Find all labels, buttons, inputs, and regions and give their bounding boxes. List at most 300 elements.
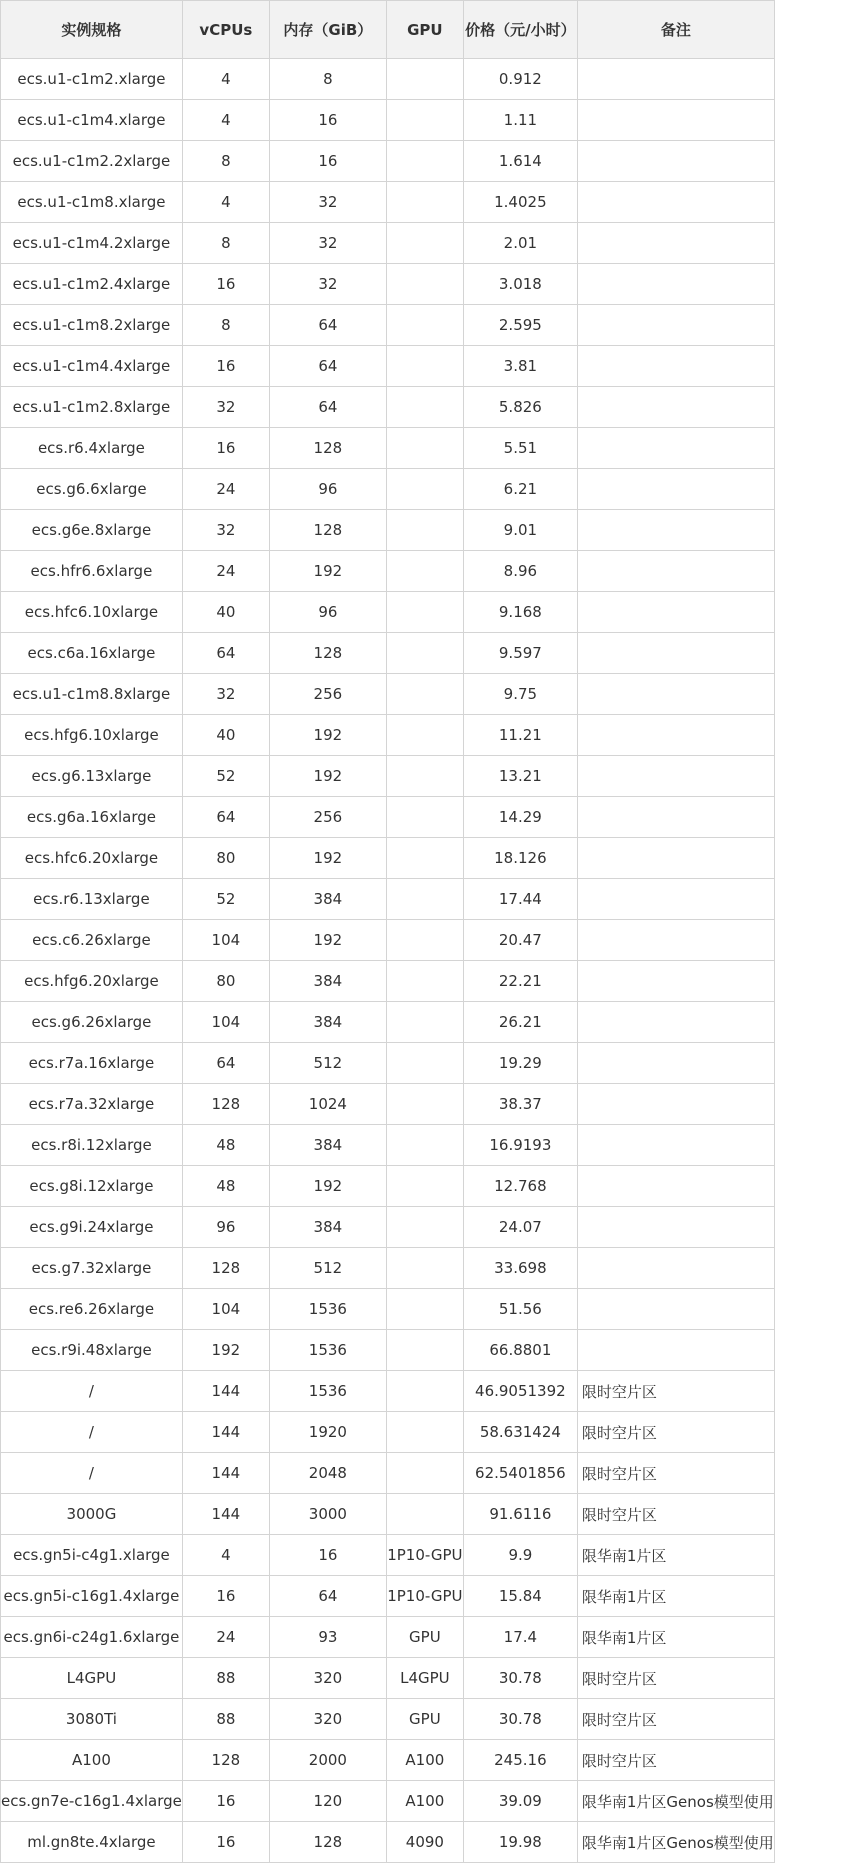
cell-price: 1.11: [463, 100, 577, 141]
cell-gpu: [386, 264, 463, 305]
cell-vcpus: 16: [182, 428, 269, 469]
cell-remarks: 限时空片区: [577, 1494, 774, 1535]
cell-gpu: [386, 797, 463, 838]
cell-remarks: [577, 1166, 774, 1207]
cell-remarks: 限华南1片区Genos模型使用: [577, 1822, 774, 1863]
table-row: [1, 961, 775, 1002]
table-row: [1, 1002, 775, 1043]
cell-price: 18.126: [463, 838, 577, 879]
cell-gpu: [386, 1043, 463, 1084]
table-row: [1, 1453, 775, 1494]
cell-instance-spec: ecs.r7a.32xlarge: [1, 1084, 183, 1125]
cell-vcpus: 8: [182, 223, 269, 264]
cell-instance-spec: ecs.u1-c1m4.4xlarge: [1, 346, 183, 387]
cell-gpu: [386, 756, 463, 797]
cell-vcpus: 128: [182, 1248, 269, 1289]
table-row: [1, 920, 775, 961]
cell-vcpus: 16: [182, 1781, 269, 1822]
cell-instance-spec: 3000G: [1, 1494, 183, 1535]
cell-vcpus: 4: [182, 100, 269, 141]
cell-price: 5.51: [463, 428, 577, 469]
cell-gpu: [386, 920, 463, 961]
cell-price: 39.09: [463, 1781, 577, 1822]
table-row: [1, 1822, 775, 1863]
cell-price: 19.98: [463, 1822, 577, 1863]
cell-remarks: 限时空片区: [577, 1658, 774, 1699]
cell-remarks: [577, 264, 774, 305]
cell-instance-spec: ecs.u1-c1m2.xlarge: [1, 59, 183, 100]
cell-memory: 32: [269, 182, 386, 223]
cell-vcpus: 52: [182, 756, 269, 797]
cell-gpu: [386, 879, 463, 920]
cell-memory: 384: [269, 1207, 386, 1248]
table-row: [1, 1330, 775, 1371]
table-row: [1, 879, 775, 920]
cell-vcpus: 24: [182, 551, 269, 592]
cell-vcpus: 64: [182, 797, 269, 838]
cell-instance-spec: ecs.r6.13xlarge: [1, 879, 183, 920]
cell-gpu: A100: [386, 1781, 463, 1822]
cell-vcpus: 8: [182, 305, 269, 346]
cell-gpu: [386, 1371, 463, 1412]
cell-vcpus: 104: [182, 920, 269, 961]
cell-price: 1.4025: [463, 182, 577, 223]
cell-gpu: GPU: [386, 1699, 463, 1740]
table-row: [1, 674, 775, 715]
cell-memory: 16: [269, 1535, 386, 1576]
cell-vcpus: 144: [182, 1453, 269, 1494]
cell-vcpus: 104: [182, 1002, 269, 1043]
cell-price: 22.21: [463, 961, 577, 1002]
cell-memory: 64: [269, 305, 386, 346]
cell-remarks: [577, 223, 774, 264]
cell-remarks: 限华南1片区: [577, 1617, 774, 1658]
cell-memory: 192: [269, 551, 386, 592]
table-row: [1, 1289, 775, 1330]
table-row: [1, 1248, 775, 1289]
cell-vcpus: 52: [182, 879, 269, 920]
cell-memory: 128: [269, 510, 386, 551]
cell-price: 9.75: [463, 674, 577, 715]
cell-memory: 32: [269, 264, 386, 305]
cell-gpu: [386, 346, 463, 387]
cell-gpu: L4GPU: [386, 1658, 463, 1699]
table-row: [1, 1125, 775, 1166]
cell-vcpus: 48: [182, 1125, 269, 1166]
cell-remarks: [577, 961, 774, 1002]
cell-vcpus: 80: [182, 838, 269, 879]
cell-memory: 384: [269, 1002, 386, 1043]
cell-gpu: [386, 715, 463, 756]
cell-vcpus: 40: [182, 592, 269, 633]
cell-memory: 16: [269, 141, 386, 182]
cell-price: 38.37: [463, 1084, 577, 1125]
table-row: [1, 797, 775, 838]
cell-instance-spec: ml.gn8te.4xlarge: [1, 1822, 183, 1863]
cell-price: 46.9051392: [463, 1371, 577, 1412]
cell-remarks: [577, 633, 774, 674]
cell-vcpus: 4: [182, 1535, 269, 1576]
table-row: [1, 182, 775, 223]
header-gpu: GPU: [386, 1, 463, 59]
cell-memory: 192: [269, 1166, 386, 1207]
table-row: [1, 305, 775, 346]
table-row: [1, 346, 775, 387]
header-vcpus: vCPUs: [182, 1, 269, 59]
cell-instance-spec: /: [1, 1453, 183, 1494]
cell-gpu: [386, 469, 463, 510]
cell-remarks: [577, 838, 774, 879]
cell-vcpus: 8: [182, 141, 269, 182]
cell-gpu: GPU: [386, 1617, 463, 1658]
table-row: [1, 223, 775, 264]
table-row: [1, 1166, 775, 1207]
cell-gpu: A100: [386, 1740, 463, 1781]
cell-gpu: [386, 838, 463, 879]
cell-vcpus: 96: [182, 1207, 269, 1248]
cell-remarks: [577, 387, 774, 428]
cell-vcpus: 144: [182, 1494, 269, 1535]
cell-remarks: [577, 182, 774, 223]
cell-instance-spec: ecs.g6.6xlarge: [1, 469, 183, 510]
cell-price: 2.01: [463, 223, 577, 264]
header-memory: 内存（GiB）: [269, 1, 386, 59]
cell-vcpus: 4: [182, 182, 269, 223]
table-row: [1, 1494, 775, 1535]
cell-vcpus: 40: [182, 715, 269, 756]
cell-remarks: [577, 1043, 774, 1084]
cell-price: 2.595: [463, 305, 577, 346]
cell-price: 245.16: [463, 1740, 577, 1781]
cell-remarks: [577, 141, 774, 182]
table-row: [1, 428, 775, 469]
cell-vcpus: 104: [182, 1289, 269, 1330]
cell-gpu: [386, 1494, 463, 1535]
cell-price: 91.6116: [463, 1494, 577, 1535]
cell-vcpus: 32: [182, 510, 269, 551]
cell-price: 5.826: [463, 387, 577, 428]
cell-gpu: [386, 387, 463, 428]
cell-memory: 128: [269, 633, 386, 674]
cell-vcpus: 32: [182, 387, 269, 428]
cell-memory: 384: [269, 1125, 386, 1166]
cell-price: 14.29: [463, 797, 577, 838]
cell-price: 16.9193: [463, 1125, 577, 1166]
cell-remarks: [577, 756, 774, 797]
cell-memory: 128: [269, 428, 386, 469]
cell-gpu: [386, 1166, 463, 1207]
cell-instance-spec: ecs.u1-c1m2.4xlarge: [1, 264, 183, 305]
cell-remarks: [577, 59, 774, 100]
cell-gpu: [386, 59, 463, 100]
cell-price: 3.81: [463, 346, 577, 387]
cell-memory: 512: [269, 1043, 386, 1084]
cell-vcpus: 192: [182, 1330, 269, 1371]
cell-vcpus: 64: [182, 1043, 269, 1084]
cell-price: 9.9: [463, 1535, 577, 1576]
cell-remarks: [577, 1330, 774, 1371]
cell-gpu: [386, 141, 463, 182]
cell-instance-spec: ecs.g6.26xlarge: [1, 1002, 183, 1043]
table-row: [1, 1043, 775, 1084]
cell-memory: 93: [269, 1617, 386, 1658]
cell-gpu: [386, 1289, 463, 1330]
cell-memory: 1920: [269, 1412, 386, 1453]
cell-instance-spec: 3080Ti: [1, 1699, 183, 1740]
cell-price: 19.29: [463, 1043, 577, 1084]
cell-instance-spec: ecs.hfg6.10xlarge: [1, 715, 183, 756]
header-instance-spec: 实例规格: [1, 1, 183, 59]
table-row: [1, 838, 775, 879]
cell-remarks: [577, 1125, 774, 1166]
cell-vcpus: 64: [182, 633, 269, 674]
cell-remarks: [577, 1207, 774, 1248]
table-row: [1, 1781, 775, 1822]
cell-vcpus: 88: [182, 1699, 269, 1740]
table-row: [1, 715, 775, 756]
table-row: [1, 1576, 775, 1617]
cell-memory: 192: [269, 838, 386, 879]
cell-remarks: [577, 715, 774, 756]
cell-instance-spec: ecs.re6.26xlarge: [1, 1289, 183, 1330]
cell-memory: 128: [269, 1822, 386, 1863]
cell-gpu: 1P10-GPU: [386, 1535, 463, 1576]
cell-vcpus: 32: [182, 674, 269, 715]
cell-remarks: [577, 428, 774, 469]
table-row: [1, 510, 775, 551]
table-row: [1, 264, 775, 305]
cell-instance-spec: ecs.hfr6.6xlarge: [1, 551, 183, 592]
cell-vcpus: 24: [182, 1617, 269, 1658]
cell-vcpus: 24: [182, 469, 269, 510]
cell-instance-spec: ecs.g8i.12xlarge: [1, 1166, 183, 1207]
cell-remarks: [577, 510, 774, 551]
cell-memory: 1536: [269, 1289, 386, 1330]
cell-gpu: 1P10-GPU: [386, 1576, 463, 1617]
cell-memory: 64: [269, 387, 386, 428]
cell-remarks: [577, 797, 774, 838]
cell-instance-spec: A100: [1, 1740, 183, 1781]
cell-instance-spec: ecs.u1-c1m8.2xlarge: [1, 305, 183, 346]
cell-price: 11.21: [463, 715, 577, 756]
cell-instance-spec: ecs.r8i.12xlarge: [1, 1125, 183, 1166]
cell-memory: 384: [269, 879, 386, 920]
cell-memory: 64: [269, 1576, 386, 1617]
table-row: [1, 100, 775, 141]
table-row: [1, 387, 775, 428]
cell-vcpus: 16: [182, 1822, 269, 1863]
cell-memory: 96: [269, 592, 386, 633]
cell-instance-spec: L4GPU: [1, 1658, 183, 1699]
cell-vcpus: 144: [182, 1371, 269, 1412]
cell-instance-spec: ecs.r6.4xlarge: [1, 428, 183, 469]
cell-remarks: 限华南1片区Genos模型使用: [577, 1781, 774, 1822]
cell-instance-spec: ecs.g6.13xlarge: [1, 756, 183, 797]
cell-memory: 192: [269, 756, 386, 797]
cell-gpu: [386, 551, 463, 592]
cell-price: 13.21: [463, 756, 577, 797]
table-row: [1, 1084, 775, 1125]
cell-instance-spec: ecs.gn6i-c24g1.6xlarge: [1, 1617, 183, 1658]
cell-memory: 8: [269, 59, 386, 100]
cell-vcpus: 144: [182, 1412, 269, 1453]
cell-remarks: [577, 1289, 774, 1330]
cell-instance-spec: ecs.g7.32xlarge: [1, 1248, 183, 1289]
cell-instance-spec: ecs.c6.26xlarge: [1, 920, 183, 961]
cell-gpu: [386, 223, 463, 264]
cell-instance-spec: ecs.hfg6.20xlarge: [1, 961, 183, 1002]
cell-instance-spec: ecs.u1-c1m4.xlarge: [1, 100, 183, 141]
cell-remarks: [577, 100, 774, 141]
cell-remarks: 限华南1片区: [577, 1576, 774, 1617]
cell-memory: 320: [269, 1699, 386, 1740]
cell-vcpus: 16: [182, 1576, 269, 1617]
cell-memory: 384: [269, 961, 386, 1002]
cell-memory: 2000: [269, 1740, 386, 1781]
cell-vcpus: 4: [182, 59, 269, 100]
table-row: [1, 1371, 775, 1412]
cell-price: 66.8801: [463, 1330, 577, 1371]
cell-gpu: [386, 1330, 463, 1371]
cell-price: 30.78: [463, 1658, 577, 1699]
cell-instance-spec: ecs.u1-c1m8.xlarge: [1, 182, 183, 223]
cell-remarks: 限时空片区: [577, 1453, 774, 1494]
table-row: [1, 1535, 775, 1576]
cell-remarks: [577, 1002, 774, 1043]
cell-instance-spec: ecs.g6a.16xlarge: [1, 797, 183, 838]
cell-gpu: [386, 510, 463, 551]
cell-memory: 1024: [269, 1084, 386, 1125]
cell-vcpus: 128: [182, 1740, 269, 1781]
cell-price: 0.912: [463, 59, 577, 100]
cell-gpu: [386, 1207, 463, 1248]
cell-memory: 120: [269, 1781, 386, 1822]
cell-gpu: [386, 1002, 463, 1043]
cell-price: 9.01: [463, 510, 577, 551]
cell-instance-spec: /: [1, 1412, 183, 1453]
cell-price: 30.78: [463, 1699, 577, 1740]
cell-price: 26.21: [463, 1002, 577, 1043]
cell-price: 58.631424: [463, 1412, 577, 1453]
cell-instance-spec: ecs.gn5i-c4g1.xlarge: [1, 1535, 183, 1576]
cell-vcpus: 88: [182, 1658, 269, 1699]
header-price: 价格（元/小时）: [463, 1, 577, 59]
cell-instance-spec: ecs.u1-c1m4.2xlarge: [1, 223, 183, 264]
table-row: [1, 633, 775, 674]
cell-remarks: 限时空片区: [577, 1371, 774, 1412]
cell-instance-spec: ecs.u1-c1m2.2xlarge: [1, 141, 183, 182]
cell-memory: 1536: [269, 1371, 386, 1412]
cell-remarks: [577, 469, 774, 510]
table-row: [1, 141, 775, 182]
cell-price: 3.018: [463, 264, 577, 305]
table-row: [1, 59, 775, 100]
table-row: [1, 1412, 775, 1453]
table-row: [1, 1699, 775, 1740]
cell-remarks: 限时空片区: [577, 1740, 774, 1781]
cell-instance-spec: ecs.hfc6.20xlarge: [1, 838, 183, 879]
cell-remarks: [577, 879, 774, 920]
cell-gpu: [386, 1412, 463, 1453]
cell-remarks: 限华南1片区: [577, 1535, 774, 1576]
cell-instance-spec: ecs.r9i.48xlarge: [1, 1330, 183, 1371]
cell-remarks: [577, 346, 774, 387]
cell-price: 51.56: [463, 1289, 577, 1330]
cell-price: 20.47: [463, 920, 577, 961]
cell-instance-spec: ecs.c6a.16xlarge: [1, 633, 183, 674]
cell-gpu: 4090: [386, 1822, 463, 1863]
cell-gpu: [386, 182, 463, 223]
cell-gpu: [386, 100, 463, 141]
cell-instance-spec: /: [1, 1371, 183, 1412]
cell-gpu: [386, 305, 463, 346]
cell-instance-spec: ecs.g9i.24xlarge: [1, 1207, 183, 1248]
cell-memory: 320: [269, 1658, 386, 1699]
cell-vcpus: 48: [182, 1166, 269, 1207]
cell-price: 24.07: [463, 1207, 577, 1248]
cell-memory: 3000: [269, 1494, 386, 1535]
cell-price: 12.768: [463, 1166, 577, 1207]
cell-gpu: [386, 1125, 463, 1166]
cell-remarks: [577, 305, 774, 346]
cell-remarks: [577, 551, 774, 592]
cell-price: 8.96: [463, 551, 577, 592]
table-header-row: [1, 1, 775, 59]
cell-price: 17.44: [463, 879, 577, 920]
cell-remarks: [577, 674, 774, 715]
cell-vcpus: 128: [182, 1084, 269, 1125]
table-row: [1, 1617, 775, 1658]
cell-price: 15.84: [463, 1576, 577, 1617]
table-row: [1, 592, 775, 633]
cell-instance-spec: ecs.u1-c1m2.8xlarge: [1, 387, 183, 428]
cell-remarks: [577, 1084, 774, 1125]
table-row: [1, 1207, 775, 1248]
cell-gpu: [386, 633, 463, 674]
cell-price: 1.614: [463, 141, 577, 182]
cell-price: 9.597: [463, 633, 577, 674]
cell-instance-spec: ecs.u1-c1m8.8xlarge: [1, 674, 183, 715]
cell-instance-spec: ecs.gn7e-c16g1.4xlarge: [1, 1781, 183, 1822]
cell-price: 6.21: [463, 469, 577, 510]
cell-gpu: [386, 592, 463, 633]
table-body: [1, 59, 775, 1863]
cell-gpu: [386, 1084, 463, 1125]
cell-instance-spec: ecs.hfc6.10xlarge: [1, 592, 183, 633]
cell-instance-spec: ecs.r7a.16xlarge: [1, 1043, 183, 1084]
cell-memory: 512: [269, 1248, 386, 1289]
table-row: [1, 469, 775, 510]
cell-remarks: [577, 920, 774, 961]
cell-vcpus: 80: [182, 961, 269, 1002]
cell-remarks: [577, 592, 774, 633]
cell-memory: 2048: [269, 1453, 386, 1494]
table-row: [1, 1658, 775, 1699]
cell-gpu: [386, 961, 463, 1002]
cell-memory: 192: [269, 920, 386, 961]
header-remarks: 备注: [577, 1, 774, 59]
cell-memory: 32: [269, 223, 386, 264]
cell-remarks: [577, 1248, 774, 1289]
cell-memory: 256: [269, 674, 386, 715]
cell-memory: 16: [269, 100, 386, 141]
cell-gpu: [386, 1248, 463, 1289]
cell-gpu: [386, 1453, 463, 1494]
cell-memory: 96: [269, 469, 386, 510]
cell-memory: 1536: [269, 1330, 386, 1371]
cell-vcpus: 16: [182, 346, 269, 387]
cell-memory: 192: [269, 715, 386, 756]
